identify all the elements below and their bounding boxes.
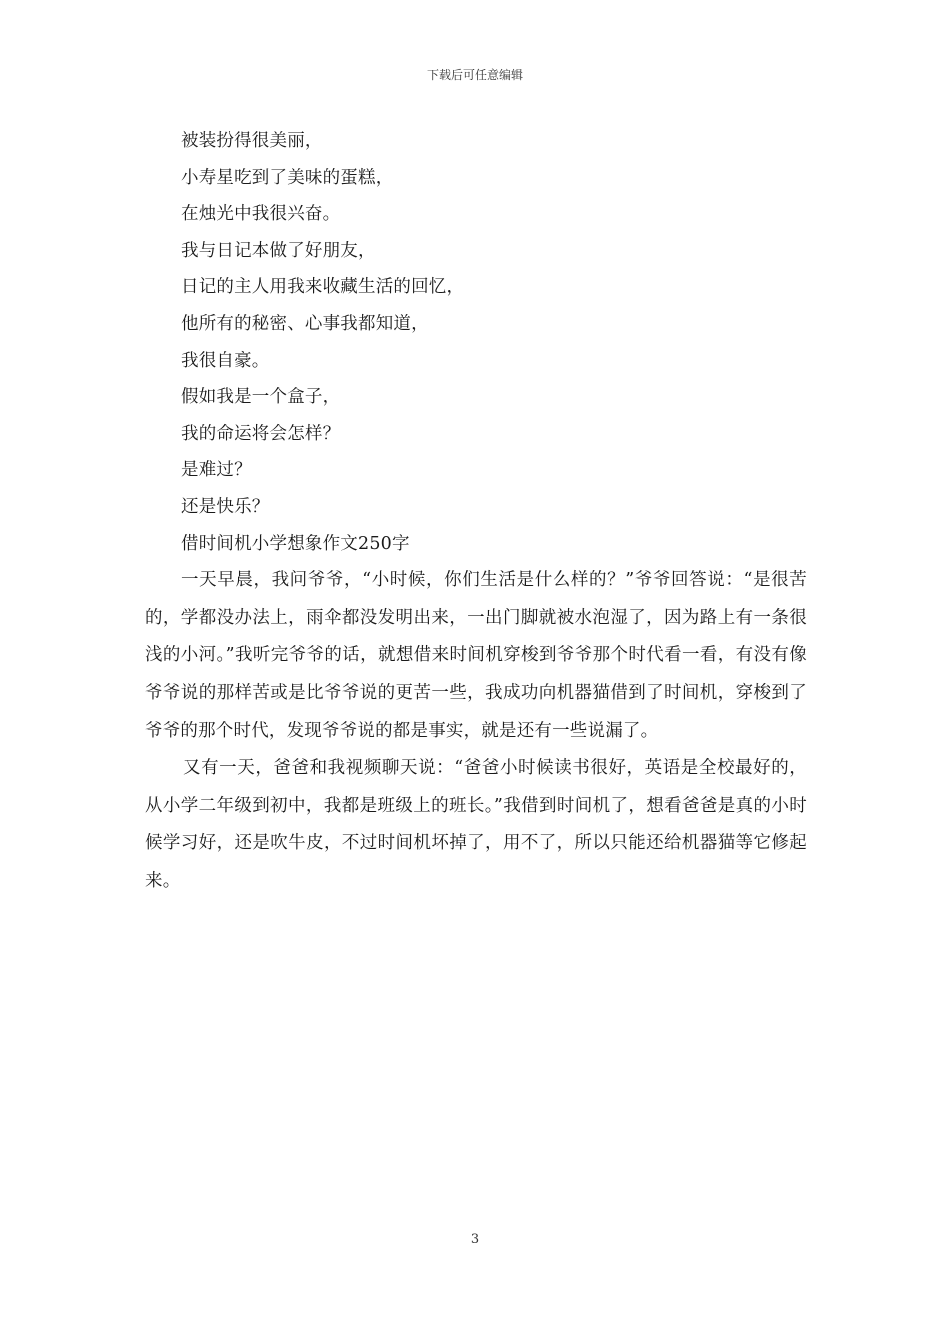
page-header: 下载后可任意编辑 [426, 68, 523, 82]
poem-line: 被装扮得很美丽， [181, 131, 323, 151]
poem-line: 小寿星吃到了美味的蛋糕， [181, 167, 394, 188]
poem-line: 假如我是一个盒子， [181, 387, 341, 408]
essay-paragraph: 一天早晨，我问爷爷，“小时候，你们生活是什么样的？”爷爷回答说：“是很苦的，学都没办法上，雨伞都没发明出来，一出门脚就被水泡湿了，因为路上有一条很浅的小河。”我听完爷爷的话，就想借来时间机穿梭到爷爷那个时代看一看，有没有像爷爷说的那样苦或是比爷爷说的更苦一些，我成功向机器猫借到了时间机，穿梭到了爷爷的那个时代，发现爷爷说的都是事实，就是还有一些说漏了。 [145, 570, 807, 741]
poem-line: 在烛光中我很兴奋。 [181, 204, 341, 225]
page-number: 3 [470, 1232, 480, 1247]
poem-line: 他所有的秘密、心事我都知道， [181, 313, 429, 334]
essay-title: 借时间机小学想象作文250字 [181, 533, 410, 554]
poem-line: 我的命运将会怎样？ [181, 423, 341, 444]
poem-line: 我与日记本做了好朋友， [181, 240, 376, 261]
poem-line: 是难过？ [181, 460, 252, 481]
essay-paragraph: 又有一天，爸爸和我视频聊天说：“爸爸小时候读书很好，英语是全校最好的，从小学二年级到初中，我都是班级上的班长。”我借到时间机了，想看爸爸是真的小时候学习好，还是吹牛皮，不过时间机坏掉了，用不了，所以只能还给机器猫等它修起来。 [145, 758, 807, 891]
poem-line: 我很自豪。 [181, 350, 270, 371]
poem-line: 日记的主人用我来收藏生活的回忆， [181, 277, 465, 298]
poem-line: 还是快乐？ [181, 496, 270, 517]
document-body [145, 123, 807, 900]
